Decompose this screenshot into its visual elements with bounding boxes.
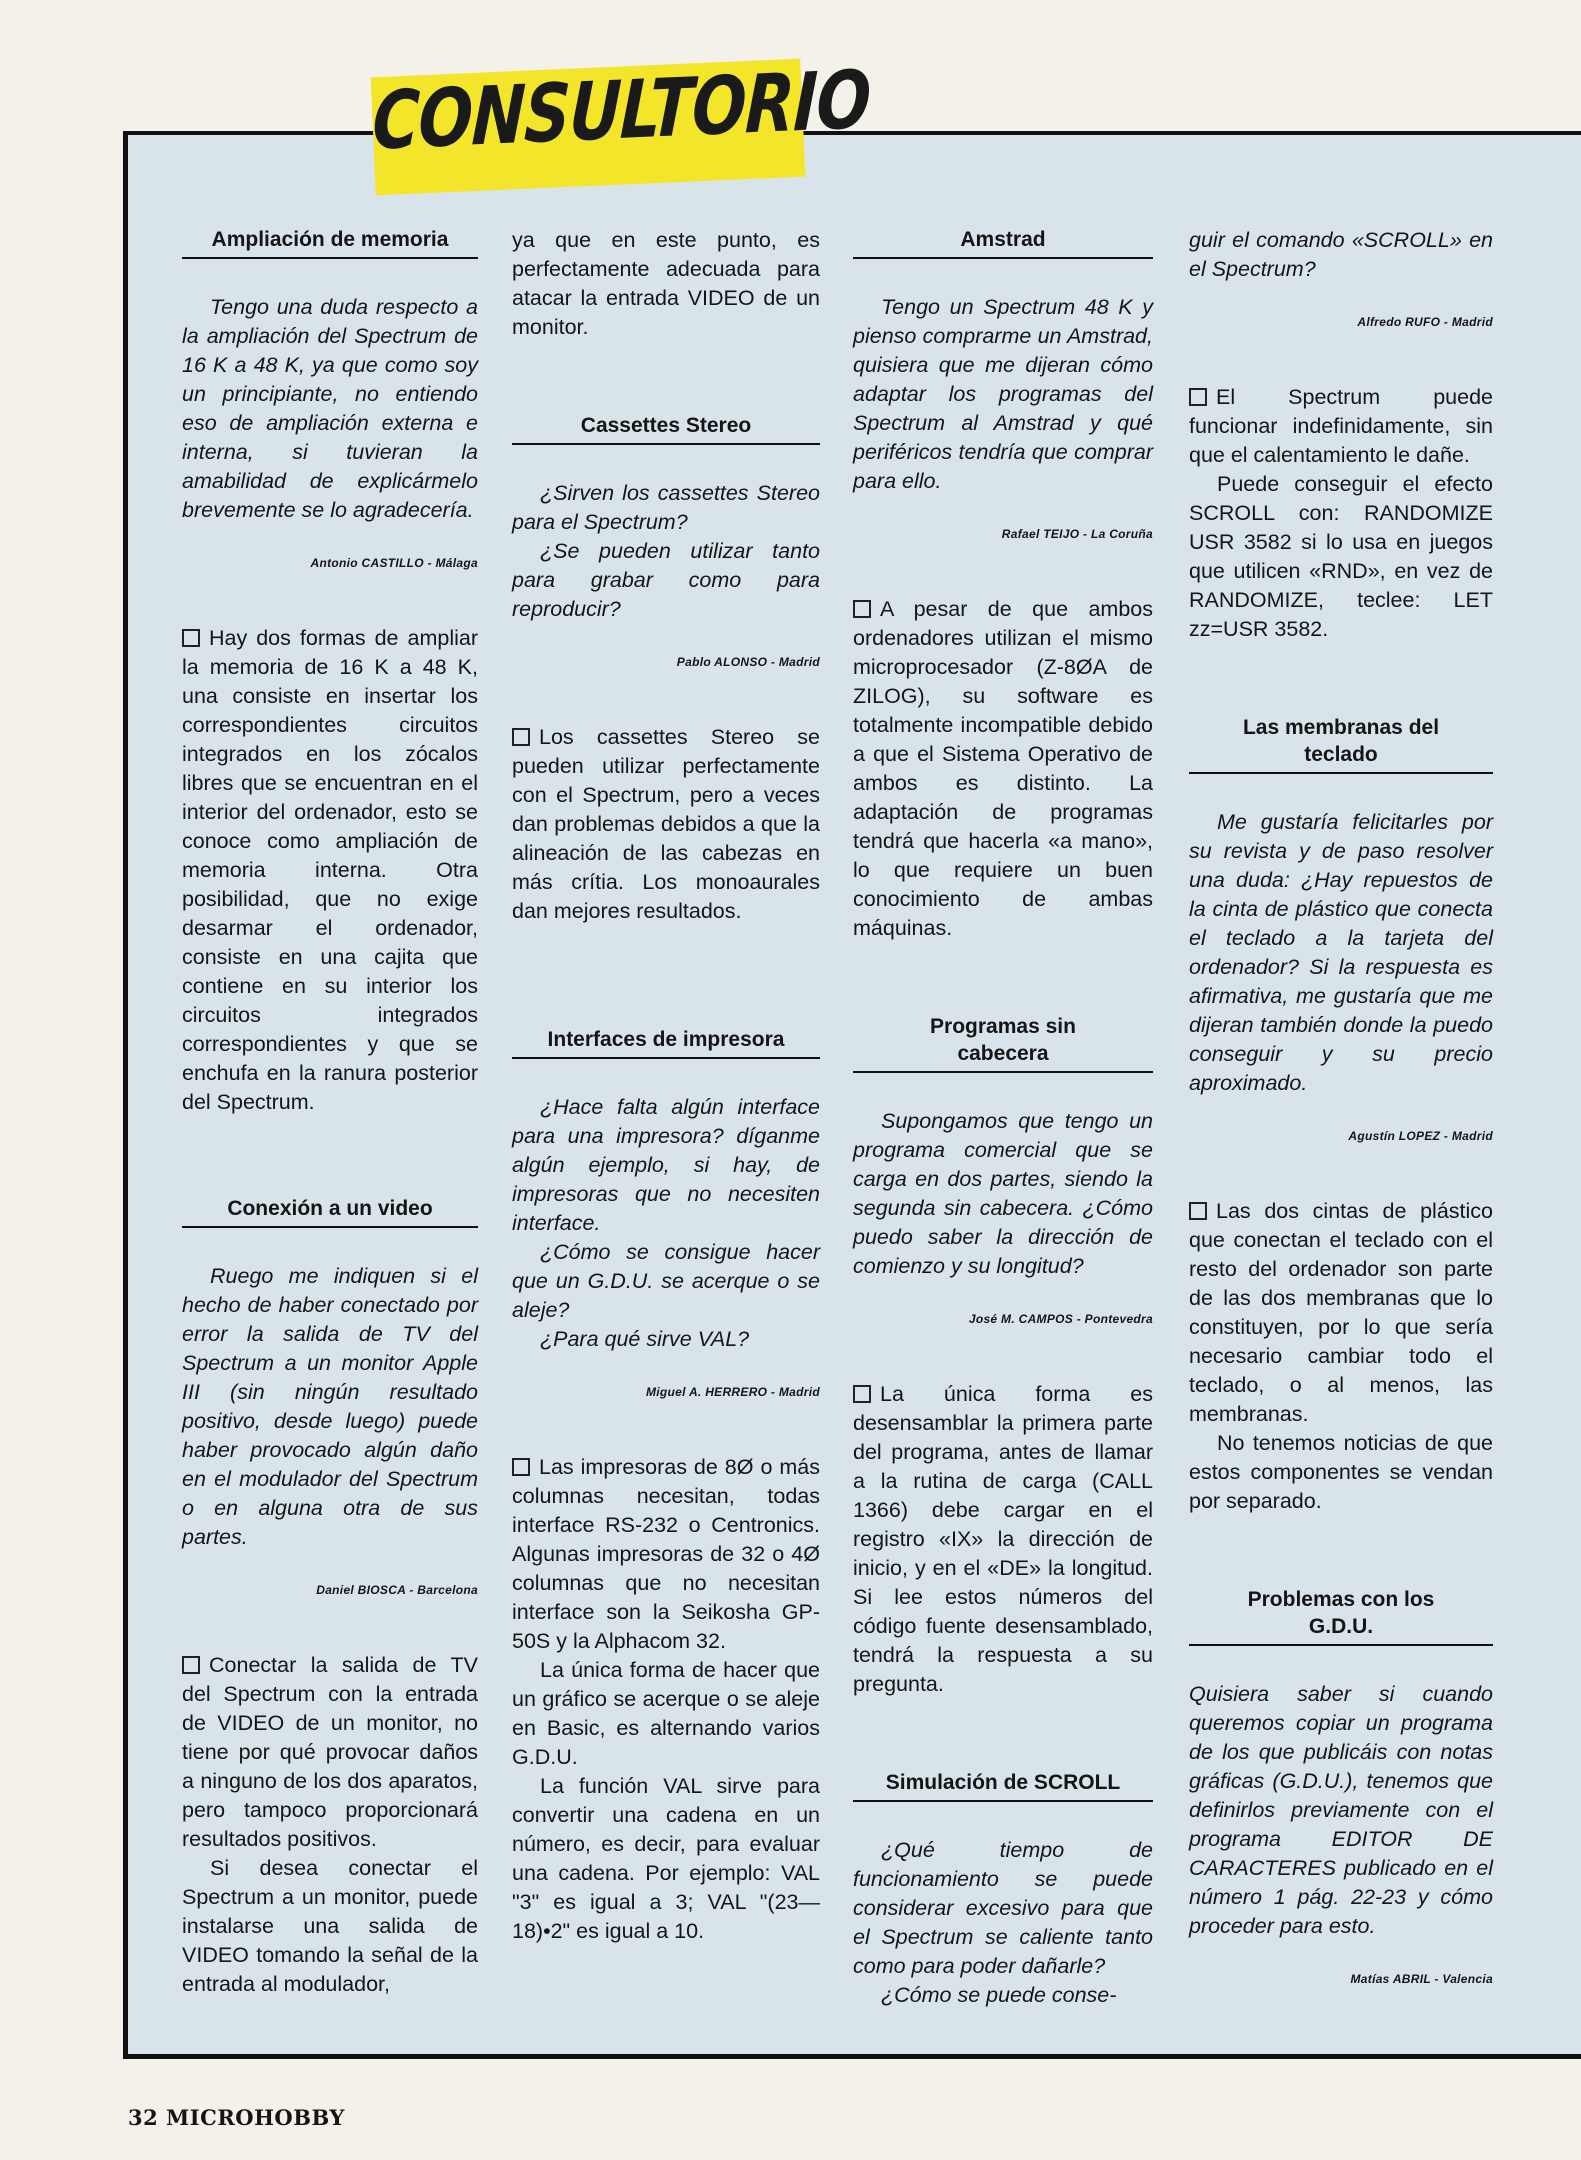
answer-box-icon bbox=[512, 728, 530, 746]
column-3 bbox=[853, 226, 1153, 2010]
answer-text: Si desea conectar el Spectrum a un monitor, puede instalarse una salida de VIDEO tomando la señal de la entrada al modulador, bbox=[182, 1856, 478, 1996]
question-text: Tengo una duda respecto a la ampliación del Spectrum de 16 K a 48 K, ya que como soy un principiante, no entiendo eso de ampliación externa e interna, si tuvieran la amabilidad de explicármelo brevemente se lo agradecería. bbox=[182, 295, 478, 522]
signature: Rafael TEIJO - La Coruña bbox=[1001, 527, 1153, 541]
column-4 bbox=[1189, 226, 1493, 2040]
answer-text: El Spectrum puede funcionar indefinidamente, sin que el calentamiento le dañe. bbox=[1189, 385, 1493, 467]
answer-box-icon bbox=[853, 1385, 871, 1403]
answer-text: Las dos cintas de plástico que conectan el teclado con el resto del ordenador son parte de las dos membranas que lo constituyen, por lo que sería necesario cambiar todo el teclado, o al menos, las membranas. bbox=[1189, 1199, 1493, 1426]
heading-programas-sin-cabecera: Programas sin cabecera bbox=[853, 1013, 1153, 1073]
question-text: Supongamos que tengo un programa comercial que se carga en dos partes, siendo la segunda sin cabecera. ¿Cómo puedo saber la dirección de comienzo y su longitud? bbox=[853, 1109, 1153, 1278]
page-footer bbox=[128, 2105, 345, 2130]
answer-box-icon bbox=[853, 600, 871, 618]
answer-box-icon bbox=[512, 1458, 530, 1476]
signature: Pablo ALONSO - Madrid bbox=[676, 655, 820, 669]
answer-box-icon bbox=[1189, 388, 1207, 406]
heading-problemas-gdu: Problemas con los G.D.U. bbox=[1189, 1586, 1493, 1646]
question-text: ¿Qué tiempo de funcionamiento se puede considerar excesivo para que el Spectrum se caliente tanto como para poder dañarle? bbox=[853, 1838, 1153, 1978]
magazine-name: MICROHOBBY bbox=[166, 2105, 345, 2130]
signature: José M. CAMPOS - Pontevedra bbox=[968, 1312, 1153, 1326]
answer-text: A pesar de que ambos ordenadores utilizan el mismo microprocesador (Z-8ØA de ZILOG), su software es totalmente incompatible debido a que el Sistema Operativo de ambos es distinto. La adaptación de programas tendrá que hacerla «a mano», lo que requiere un buen conocimiento de ambas máquinas. bbox=[853, 597, 1153, 940]
column-2 bbox=[512, 226, 820, 1946]
answer-text: Puede conseguir el efecto SCROLL con: RANDOMIZE USR 3582 si lo usa en juegos que utilicen «RND», en vez de RANDOMIZE, teclee: LET zz=USR 3582. bbox=[1189, 472, 1493, 641]
question-text: Quisiera saber si cuando queremos copiar un programa de los que publicáis con notas gráficas (G.D.U.), tenemos que definirlos previamente con el programa EDITOR DE CARACTERES publicado en el número 1 pág. 22-23 y cómo proceder para esto. bbox=[1189, 1682, 1493, 1938]
question-text: guir el comando «SCROLL» en el Spectrum? bbox=[1189, 228, 1493, 281]
question-text: Ruego me indiquen si el hecho de haber conectado por error la salida de TV del Spectrum a un monitor Apple III (sin ningún resultado positivo, desde luego) puede haber provocado algún daño en el modulador del Spectrum o en alguna otra de sus partes. bbox=[182, 1264, 478, 1549]
question-text: Me gustaría felicitarles por su revista y de paso resolver una duda: ¿Hay repuestos de la cinta de plástico que conecta el teclado a la tarjeta del ordenador? Si la respuesta es afirmativa, me gustaría que me dijeran también donde la puedo conseguir y su precio aproximado. bbox=[1189, 810, 1493, 1095]
answer-text: Las impresoras de 8Ø o más columnas necesitan, todas interface RS-232 o Centronics. Algunas impresoras de 32 o 4Ø columnas que no necesitan interface son la Seikosha GP-50S y la Alphacom 32. bbox=[512, 1455, 820, 1653]
answer-text: Los cassettes Stereo se pueden utilizar perfectamente con el Spectrum, pero a veces dan problemas debidos a que la alineación de las cabezas en más crítia. Los monoaurales dan mejores resultados. bbox=[512, 725, 820, 923]
column-1 bbox=[182, 226, 478, 1999]
answer-text: La única forma es desensamblar la primera parte del programa, antes de llamar a la rutina de carga (CALL 1366) debe cargar en el registro «IX» la dirección de inicio, y en el «DE» la longitud. Si lee estos números del código fuente desensamblado, tendrá la respuesta a su pregunta. bbox=[853, 1382, 1153, 1696]
section-banner bbox=[370, 54, 872, 196]
signature: Antonio CASTILLO - Málaga bbox=[310, 556, 478, 570]
heading-conexion-video: Conexión a un video bbox=[182, 1195, 478, 1228]
question-text: ¿Cómo se consigue hacer que un G.D.U. se acerque o se aleje? bbox=[512, 1240, 820, 1322]
signature: Miguel A. HERRERO - Madrid bbox=[645, 1385, 820, 1399]
section-title: CONSULTORIO bbox=[370, 54, 872, 169]
signature: Daniel BIOSCA - Barcelona bbox=[316, 1583, 478, 1597]
heading-ampliacion-memoria: Ampliación de memoria bbox=[182, 226, 478, 259]
answer-text: La función VAL sirve para convertir una cadena en un número, es decir, para evaluar una cadena. Por ejemplo: VAL "3" es igual a 3; VAL "(23—18)•2" es igual a 10. bbox=[512, 1774, 820, 1943]
answer-text: No tenemos noticias de que estos componentes se vendan por separado. bbox=[1189, 1431, 1493, 1513]
signature: Agustín LOPEZ - Madrid bbox=[1348, 1129, 1493, 1143]
answer-text: Hay dos formas de ampliar la memoria de 16 K a 48 K, una consiste en insertar los correspondientes circuitos integrados en los zócalos libres que se encuentran en el interior del ordenador, esto se conoce como ampliación de memoria interna. Otra posibilidad, que no exige desarmar el ordenador, consiste en una cajita que contiene en su interior los circuitos integrados correspondientes y que se enchufa en la ranura posterior del Spectrum. bbox=[182, 626, 478, 1114]
answer-box-icon bbox=[182, 629, 200, 647]
heading-simulacion-scroll: Simulación de SCROLL bbox=[853, 1769, 1153, 1802]
question-text: ¿Sirven los cassettes Stereo para el Spectrum? bbox=[512, 481, 820, 534]
heading-membranas-teclado: Las membranas del teclado bbox=[1189, 714, 1493, 774]
answer-text: La única forma de hacer que un gráfico se acerque o se aleje en Basic, es alternando varios G.D.U. bbox=[512, 1658, 820, 1769]
question-text: Tengo un Spectrum 48 K y pienso comprarme un Amstrad, quisiera que me dijeran cómo adaptar los programas del Spectrum al Amstrad y qué periféricos tendría que comprar para ello. bbox=[853, 295, 1153, 493]
answer-box-icon bbox=[182, 1656, 200, 1674]
question-text: ¿Cómo se puede conse- bbox=[881, 1983, 1117, 2007]
page-number: 32 bbox=[128, 2105, 159, 2130]
answer-box-icon bbox=[1189, 1202, 1207, 1220]
answer-text: Conectar la salida de TV del Spectrum con la entrada de VIDEO de un monitor, no tiene por qué provocar daños a ninguno de los dos aparatos, pero tampoco proporcionará resultados positivos. bbox=[182, 1653, 478, 1851]
question-text: ¿Hace falta algún interface para una impresora? díganme algún ejemplo, si hay, de impresoras que no necesiten interface. bbox=[512, 1095, 820, 1235]
heading-cassettes-stereo: Cassettes Stereo bbox=[512, 412, 820, 445]
question-text: ¿Para qué sirve VAL? bbox=[540, 1327, 750, 1351]
question-text: ¿Se pueden utilizar tanto para grabar como para reproducir? bbox=[512, 539, 820, 621]
heading-interfaces-impresora: Interfaces de impresora bbox=[512, 1026, 820, 1059]
heading-amstrad: Amstrad bbox=[853, 226, 1153, 259]
signature: Matías ABRIL - Valencia bbox=[1350, 1972, 1493, 1986]
answer-text: ya que en este punto, es perfectamente adecuada para atacar la entrada VIDEO de un monitor. bbox=[512, 228, 820, 339]
signature: Alfredo RUFO - Madrid bbox=[1357, 315, 1493, 329]
